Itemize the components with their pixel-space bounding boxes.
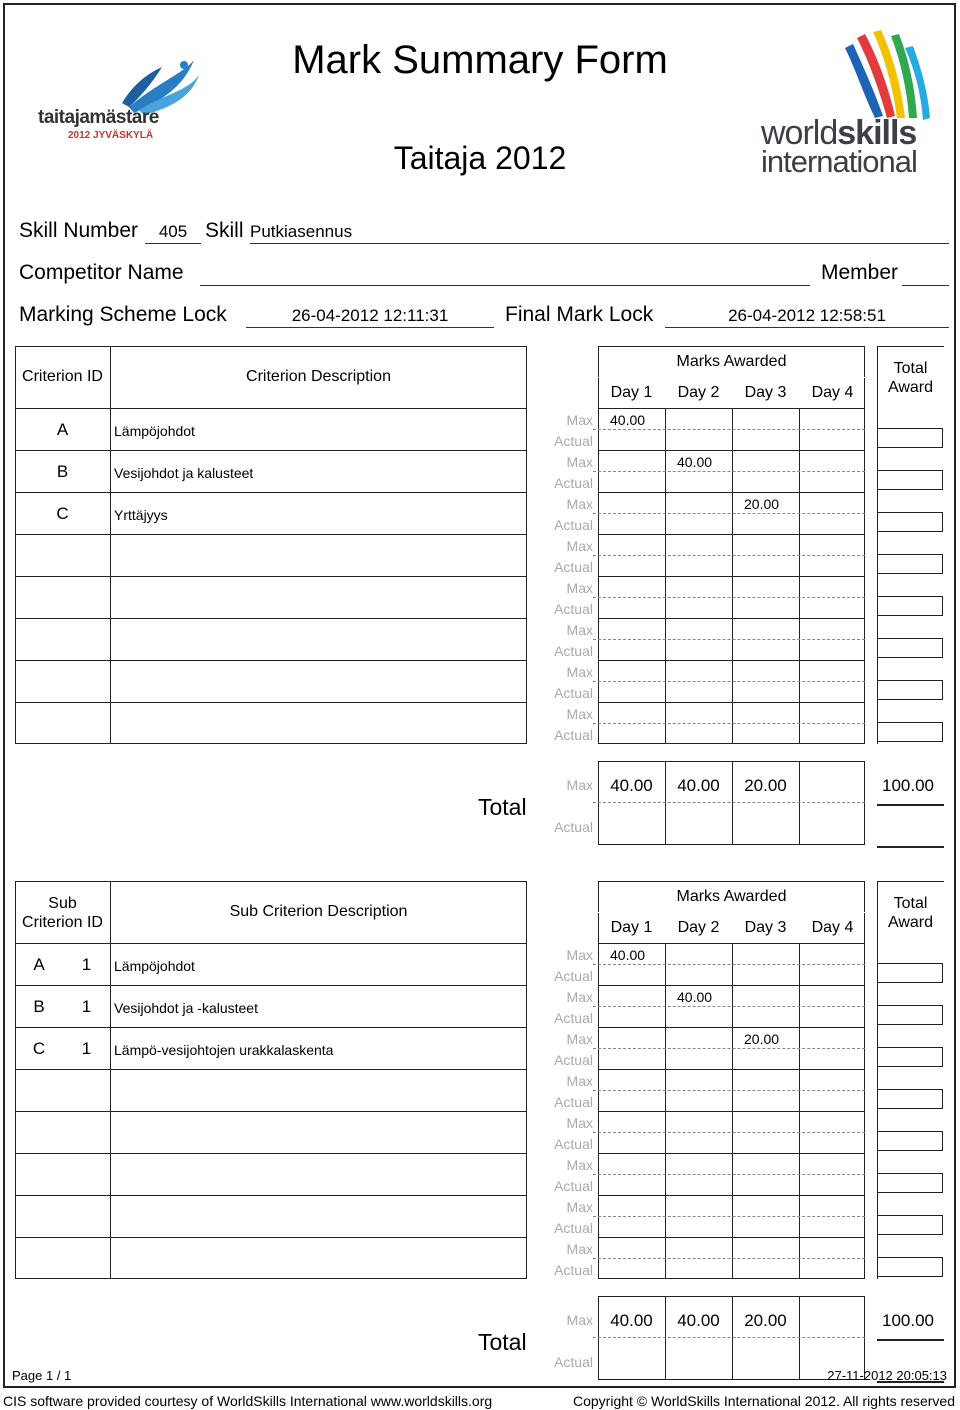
member-value: [902, 264, 949, 286]
sub_criteria-marks-row-line: [598, 1111, 865, 1112]
criteria-row-line: [15, 492, 527, 493]
criteria-marks-row-line: [598, 618, 865, 619]
criteria-marks-dash-line: [598, 555, 865, 556]
criteria-day-total: 40.00: [610, 776, 653, 795]
criteria-max-dash: [593, 471, 601, 472]
sub_criteria-row-id: B: [33, 997, 45, 1016]
sub_criteria-total-award-value: 100.00: [882, 1311, 934, 1330]
sub_criteria-max-label: Max: [566, 1073, 593, 1089]
criteria-max-dash: [593, 681, 601, 682]
criteria-totals-max-label: Max: [566, 777, 593, 793]
sub_criteria-max-label: Max: [566, 1199, 593, 1215]
criteria-max-label: Max: [566, 538, 593, 554]
criteria-max-dash: [593, 429, 601, 430]
criteria-marks-sep: [598, 377, 865, 378]
criteria-actual-label: Actual: [554, 685, 593, 701]
criteria-total-award-value: 100.00: [882, 776, 934, 795]
sub_criteria-actual-label: Actual: [554, 1220, 593, 1236]
skill-label: Skill: [205, 219, 244, 242]
sub_criteria-marks-row-line: [598, 985, 865, 986]
sub_criteria-totals-divider: [665, 1296, 666, 1380]
sub_criteria-marks-dash-line: [598, 1048, 865, 1049]
sub_criteria-marks-dash-line: [598, 1258, 865, 1259]
skill-number-label: Skill Number: [19, 219, 139, 242]
criteria-max-dash: [593, 555, 601, 556]
sub_criteria-day-header: Day 2: [677, 919, 720, 936]
criteria-day-header: Day 2: [677, 384, 720, 401]
print-timestamp: 27-11-2012 20:05:13: [827, 1368, 947, 1383]
criteria-award-header-1: Total: [893, 360, 928, 377]
criteria-marks-dash-line: [598, 597, 865, 598]
criteria-row-max-value: 40.00: [610, 412, 646, 428]
sub_criteria-marks-dash-line: [598, 964, 865, 965]
sub_criteria-max-dash: [593, 1048, 601, 1049]
criteria-id-header: Criterion ID: [22, 368, 103, 385]
sub_criteria-totals-divider: [799, 1296, 800, 1380]
criteria-row-desc: Lämpöjohdot: [114, 423, 195, 439]
sub_criteria-id-divider: [110, 881, 111, 1279]
sub_criteria-row-line: [15, 1111, 527, 1112]
taitaja-logo-name: taitajamästare: [38, 107, 159, 128]
criteria-total-label: Total: [478, 794, 527, 820]
sub_criteria-award-column: [877, 881, 944, 1279]
sub_criteria-marks-row-line: [598, 1027, 865, 1028]
sub_criteria-max-label: Max: [566, 1115, 593, 1131]
criteria-max-dash: [593, 597, 601, 598]
sub_criteria-marks-awarded-header: Marks Awarded: [676, 888, 787, 905]
criteria-actual-label: Actual: [554, 727, 593, 743]
sub_criteria-row-num: 1: [81, 955, 92, 974]
criteria-max-label: Max: [566, 706, 593, 722]
footer-credit: CIS software provided courtesy of WorldSkills International www.worldskills.org: [3, 1393, 493, 1409]
sub_criteria-day-header: Day 1: [610, 919, 653, 936]
sub_criteria-total-award-max-line: [877, 1339, 944, 1341]
sub_criteria-id-header-2: Criterion ID: [22, 914, 103, 931]
final-mark-lock-value: 26-04-2012 12:58:51: [665, 306, 949, 328]
sub_criteria-desc-table: [15, 881, 527, 1279]
criteria-total-award-actual-line: [877, 846, 944, 848]
criteria-row-line: [15, 702, 527, 703]
criteria-desc-table: [15, 346, 527, 744]
sub_criteria-row-num: 1: [81, 1039, 92, 1058]
sub_criteria-actual-label: Actual: [554, 1010, 593, 1026]
worldskills-logo-line2: international: [761, 144, 917, 179]
sub_criteria-row-line: [15, 985, 527, 986]
criteria-marks-dash-line: [598, 513, 865, 514]
sub_criteria-max-label: Max: [566, 1157, 593, 1173]
sub_criteria-actual-label: Actual: [554, 1136, 593, 1152]
criteria-day-total: 20.00: [744, 776, 787, 795]
sub_criteria-max-dash: [593, 1132, 601, 1133]
criteria-actual-label: Actual: [554, 643, 593, 659]
sub_criteria-marks-dash-line: [598, 1174, 865, 1175]
sub_criteria-marks-dash-line: [598, 1216, 865, 1217]
sub_criteria-row-line: [15, 1027, 527, 1028]
sub_criteria-day-total: 20.00: [744, 1311, 787, 1330]
criteria-row-id: C: [56, 504, 69, 523]
sub_criteria-totals-actual-label: Actual: [554, 1354, 593, 1370]
criteria-totals-divider: [799, 761, 800, 845]
criteria-row-id: A: [56, 420, 69, 439]
page-title: Mark Summary Form: [292, 38, 668, 82]
sub_criteria-row-desc: Lämpöjohdot: [114, 958, 195, 974]
sub_criteria-desc-header: Sub Criterion Description: [229, 903, 408, 920]
sub_criteria-actual-label: Actual: [554, 968, 593, 984]
criteria-marks-dash-line: [598, 471, 865, 472]
criteria-max-dash: [593, 513, 601, 514]
sub_criteria-marks-dash-line: [598, 1132, 865, 1133]
worldskills-logo-skills: skills: [837, 114, 917, 152]
criteria-row-line: [15, 450, 527, 451]
sub_criteria-max-dash: [593, 1006, 601, 1007]
criteria-marks-row-line: [598, 408, 865, 409]
criteria-totals-dash-line: [593, 802, 865, 803]
sub_criteria-row-line: [15, 1195, 527, 1196]
criteria-row-desc: Yrttäjyys: [114, 507, 168, 523]
sub_criteria-max-label: Max: [566, 989, 593, 1005]
member-label: Member: [821, 261, 899, 284]
final-mark-lock-label: Final Mark Lock: [505, 303, 654, 326]
criteria-marks-dash-line: [598, 723, 865, 724]
sub_criteria-day-header: Day 3: [744, 919, 787, 936]
criteria-total-award-max-line: [877, 804, 944, 806]
criteria-actual-label: Actual: [554, 559, 593, 575]
skill-name-value: Putkiasennus: [250, 222, 949, 244]
sub_criteria-marks-row-line: [598, 1237, 865, 1238]
sub_criteria-row-line: [15, 943, 527, 944]
criteria-max-dash: [593, 639, 601, 640]
criteria-marks-row-line: [598, 702, 865, 703]
sub_criteria-row-desc: Lämpö-vesijohtojen urakkalaskenta: [114, 1042, 334, 1058]
sub_criteria-actual-label: Actual: [554, 1262, 593, 1278]
marking-scheme-lock-value: 26-04-2012 12:11:31: [246, 306, 494, 328]
criteria-row-line: [15, 408, 527, 409]
page-number: Page 1 / 1: [12, 1368, 72, 1383]
sub_criteria-row-max-value: 40.00: [677, 989, 713, 1005]
sub_criteria-row-id: A: [33, 955, 45, 974]
event-name: Taitaja 2012: [393, 140, 567, 176]
criteria-totals-divider: [732, 761, 733, 845]
sub_criteria-day-total: 40.00: [610, 1311, 653, 1330]
criteria-totals-actual-label: Actual: [554, 819, 593, 835]
criteria-marks-row-line: [598, 534, 865, 535]
sub_criteria-row-num: 1: [81, 997, 92, 1016]
criteria-marks-row-line: [598, 450, 865, 451]
sub_criteria-marks-row-line: [598, 1069, 865, 1070]
sub_criteria-max-label: Max: [566, 1241, 593, 1257]
sub_criteria-totals-dash-line: [593, 1337, 865, 1338]
competitor-name-value: [200, 264, 810, 286]
sub_criteria-day-header: Day 4: [811, 919, 854, 936]
criteria-day-header: Day 4: [811, 384, 854, 401]
taitaja-logo-sub: 2012 JYVÄSKYLÄ: [68, 130, 154, 141]
criteria-id-divider: [110, 346, 111, 744]
criteria-row-desc: Vesijohdot ja kalusteet: [114, 465, 254, 481]
criteria-marks-dash-line: [598, 429, 865, 430]
criteria-max-dash: [593, 723, 601, 724]
sub_criteria-id-header-1: Sub: [48, 895, 77, 912]
criteria-max-label: Max: [566, 622, 593, 638]
criteria-actual-label: Actual: [554, 517, 593, 533]
worldskills-logo-world: world: [761, 114, 838, 152]
criteria-row-line: [15, 618, 527, 619]
criteria-award-header-2: Award: [887, 379, 934, 396]
criteria-actual-label: Actual: [554, 433, 593, 449]
sub_criteria-max-label: Max: [566, 947, 593, 963]
criteria-award-column: [877, 346, 944, 744]
criteria-row-line: [15, 660, 527, 661]
sub_criteria-row-desc: Vesijohdot ja -kalusteet: [114, 1000, 258, 1016]
sub_criteria-marks-dash-line: [598, 1006, 865, 1007]
sub_criteria-total-label: Total: [478, 1329, 527, 1355]
criteria-marks-row-line: [598, 576, 865, 577]
criteria-marks-row-line: [598, 660, 865, 661]
criteria-marks-dash-line: [598, 681, 865, 682]
sub_criteria-award-header-1: Total: [893, 895, 928, 912]
criteria-marks-dash-line: [598, 639, 865, 640]
criteria-max-label: Max: [566, 496, 593, 512]
criteria-max-label: Max: [566, 580, 593, 596]
sub_criteria-marks-dash-line: [598, 1090, 865, 1091]
criteria-row-max-value: 20.00: [744, 496, 780, 512]
criteria-row-max-value: 40.00: [677, 454, 713, 470]
sub_criteria-row-id: C: [32, 1039, 46, 1058]
sub_criteria-row-max-value: 20.00: [744, 1031, 780, 1047]
sub_criteria-row-line: [15, 1069, 527, 1070]
criteria-actual-label: Actual: [554, 475, 593, 491]
criteria-row-line: [15, 576, 527, 577]
sub_criteria-marks-row-line: [598, 943, 865, 944]
criteria-max-label: Max: [566, 412, 593, 428]
sub_criteria-actual-label: Actual: [554, 1178, 593, 1194]
sub_criteria-award-header-2: Award: [887, 914, 934, 931]
criteria-row-line: [15, 534, 527, 535]
sub_criteria-max-dash: [593, 964, 601, 965]
competitor-name-label: Competitor Name: [19, 261, 184, 284]
sub_criteria-row-line: [15, 1237, 527, 1238]
criteria-actual-label: Actual: [554, 601, 593, 617]
criteria-day-header: Day 3: [744, 384, 787, 401]
sub_criteria-marks-row-line: [598, 1153, 865, 1154]
sub_criteria-row-max-value: 40.00: [610, 947, 646, 963]
criteria-desc-header: Criterion Description: [246, 368, 391, 385]
criteria-day-header: Day 1: [610, 384, 653, 401]
sub_criteria-max-dash: [593, 1174, 601, 1175]
criteria-marks-row-line: [598, 492, 865, 493]
skill-number-value: 405: [145, 222, 201, 244]
sub_criteria-max-label: Max: [566, 1031, 593, 1047]
sub_criteria-totals-divider: [732, 1296, 733, 1380]
sub_criteria-actual-label: Actual: [554, 1094, 593, 1110]
sub_criteria-totals-max-label: Max: [566, 1312, 593, 1328]
criteria-marks-awarded-header: Marks Awarded: [676, 353, 787, 370]
sub_criteria-actual-label: Actual: [554, 1052, 593, 1068]
criteria-totals-divider: [665, 761, 666, 845]
criteria-day-total: 40.00: [677, 776, 720, 795]
sub_criteria-day-total: 40.00: [677, 1311, 720, 1330]
sub_criteria-marks-sep: [598, 912, 865, 913]
footer-copyright: Copyright © WorldSkills International 2012. All rights reserved: [572, 1393, 955, 1409]
criteria-row-id: B: [56, 462, 69, 481]
criteria-max-label: Max: [566, 664, 593, 680]
criteria-max-label: Max: [566, 454, 593, 470]
sub_criteria-max-dash: [593, 1216, 601, 1217]
sub_criteria-marks-row-line: [598, 1195, 865, 1196]
marking-scheme-lock-label: Marking Scheme Lock: [19, 303, 227, 326]
sub_criteria-max-dash: [593, 1090, 601, 1091]
sub_criteria-max-dash: [593, 1258, 601, 1259]
sub_criteria-row-line: [15, 1153, 527, 1154]
